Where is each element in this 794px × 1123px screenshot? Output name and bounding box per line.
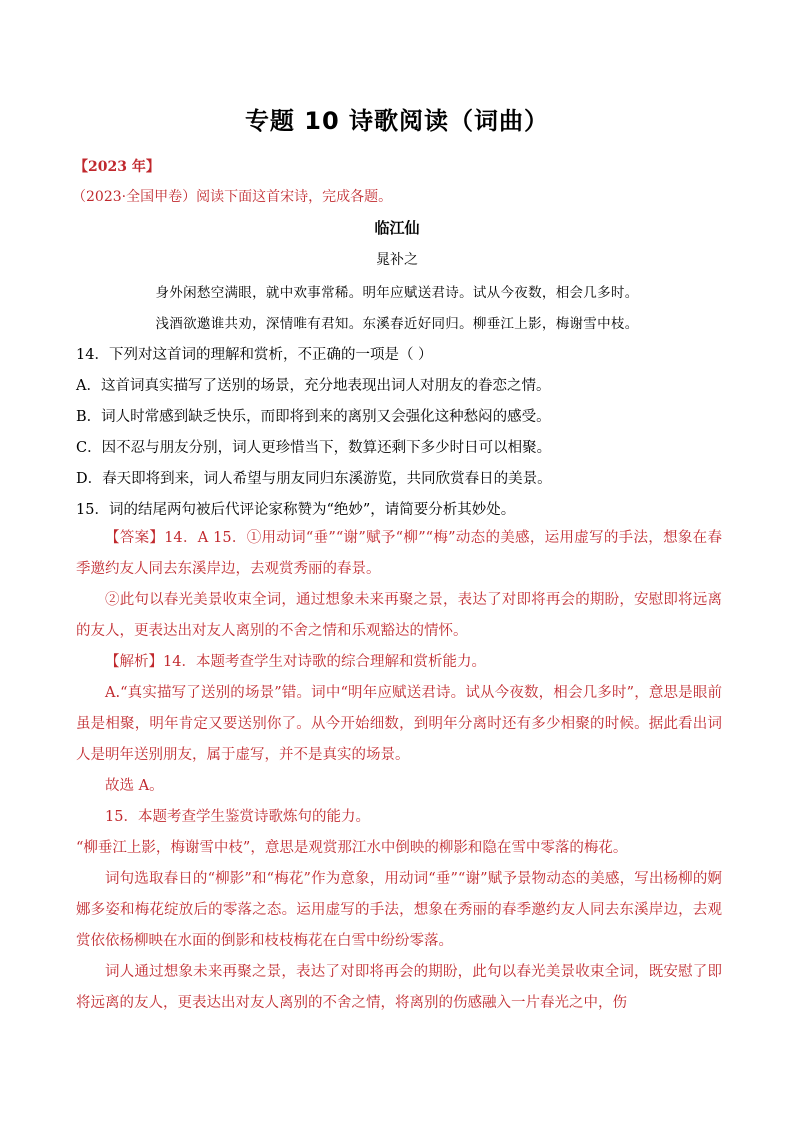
analysis-paragraph: 15．本题考查学生鉴赏诗歌炼句的能力。 [105, 809, 370, 825]
question-14: 14．下列对这首词的理解和赏析，不正确的一项是（ ） [76, 347, 433, 363]
poem-line: 身外闲愁空满眼，就中欢事常稀。明年应赋送君诗。试从今夜数，相会几多时。 [155, 285, 639, 301]
analysis-paragraph: 【解析】14．本题考查学生对诗歌的综合理解和赏析能力。 [105, 654, 486, 670]
analysis-paragraph: A.“真实描写了送别的场景”错。词中“明年应赋送君诗。试从今夜数，相会几多时”，意思是眼前虽是相聚，明年肯定又要送别你了。从今开始细数，到明年分离时还有多少相聚的时候。据此看出词人是明年送别朋友，属于虚写，并不是真实的场景。 [76, 685, 722, 763]
analysis-paragraph: 故选 A。 [105, 778, 164, 794]
poem-line: 浅酒欲邀谁共劝，深情唯有君知。东溪春近好同归。柳垂江上影，梅谢雪中枝。 [155, 316, 639, 332]
option-d: D．春天即将到来，词人希望与朋友同归东溪游览，共同欣赏春日的美景。 [76, 471, 552, 487]
question-15: 15．词的结尾两句被后代评论家称赞为“绝妙”，请简要分析其妙处。 [76, 502, 516, 518]
option-a: A．这首词真实描写了送别的场景，充分地表现出词人对朋友的眷恋之情。 [76, 378, 551, 394]
analysis-paragraph: 词人通过想象未来再聚之景，表达了对即将再会的期盼，此句以春光美景收束全词，既安慰了即将远离的友人，更表达出对友人离别的不舍之情，将离别的伤感融入一片春光之中，伤 [76, 964, 722, 1011]
answer-paragraph: ②此句以春光美景收束全词，通过想象未来再聚之景，表达了对即将再会的期盼，安慰即将远离的友人，更表达出对友人离别的不舍之情和乐观豁达的情怀。 [76, 592, 722, 639]
poem-title: 临江仙 [374, 219, 420, 237]
poem-author: 晁补之 [376, 252, 418, 268]
year-label: 【2023 年】 [74, 159, 160, 175]
page-title: 专题 10 诗歌阅读（词曲） [244, 107, 550, 135]
option-c: C．因不忍与朋友分别，词人更珍惜当下，数算还剩下多少时日可以相聚。 [76, 440, 552, 456]
analysis-paragraph: “柳垂江上影，梅谢雪中枝”，意思是观赏那江水中倒映的柳影和隐在雪中零落的梅花。 [76, 840, 628, 856]
analysis-paragraph: 词句选取春日的“柳影”和“梅花”作为意象，用动词“垂”“谢”赋予景物动态的美感，写出杨柳的婀娜多姿和梅花绽放后的零落之态。运用虚写的手法，想象在秀丽的春季邀约友人同去东溪岸边，去观赏依依杨柳映在水面的倒影和枝枝梅花在白雪中纷纷零落。 [76, 871, 722, 949]
question-intro: （2023·全国甲卷）阅读下面这首宋诗，完成各题。 [72, 189, 393, 205]
answer-paragraph: 【答案】14．A 15．①用动词“垂”“谢”赋予“柳”“梅”动态的美感，运用虚写的手法，想象在春季邀约友人同去东溪岸边，去观赏秀丽的春景。 [76, 530, 722, 577]
option-b: B．词人时常感到缺乏快乐，而即将到来的离别又会强化这种愁闷的感受。 [76, 409, 551, 425]
